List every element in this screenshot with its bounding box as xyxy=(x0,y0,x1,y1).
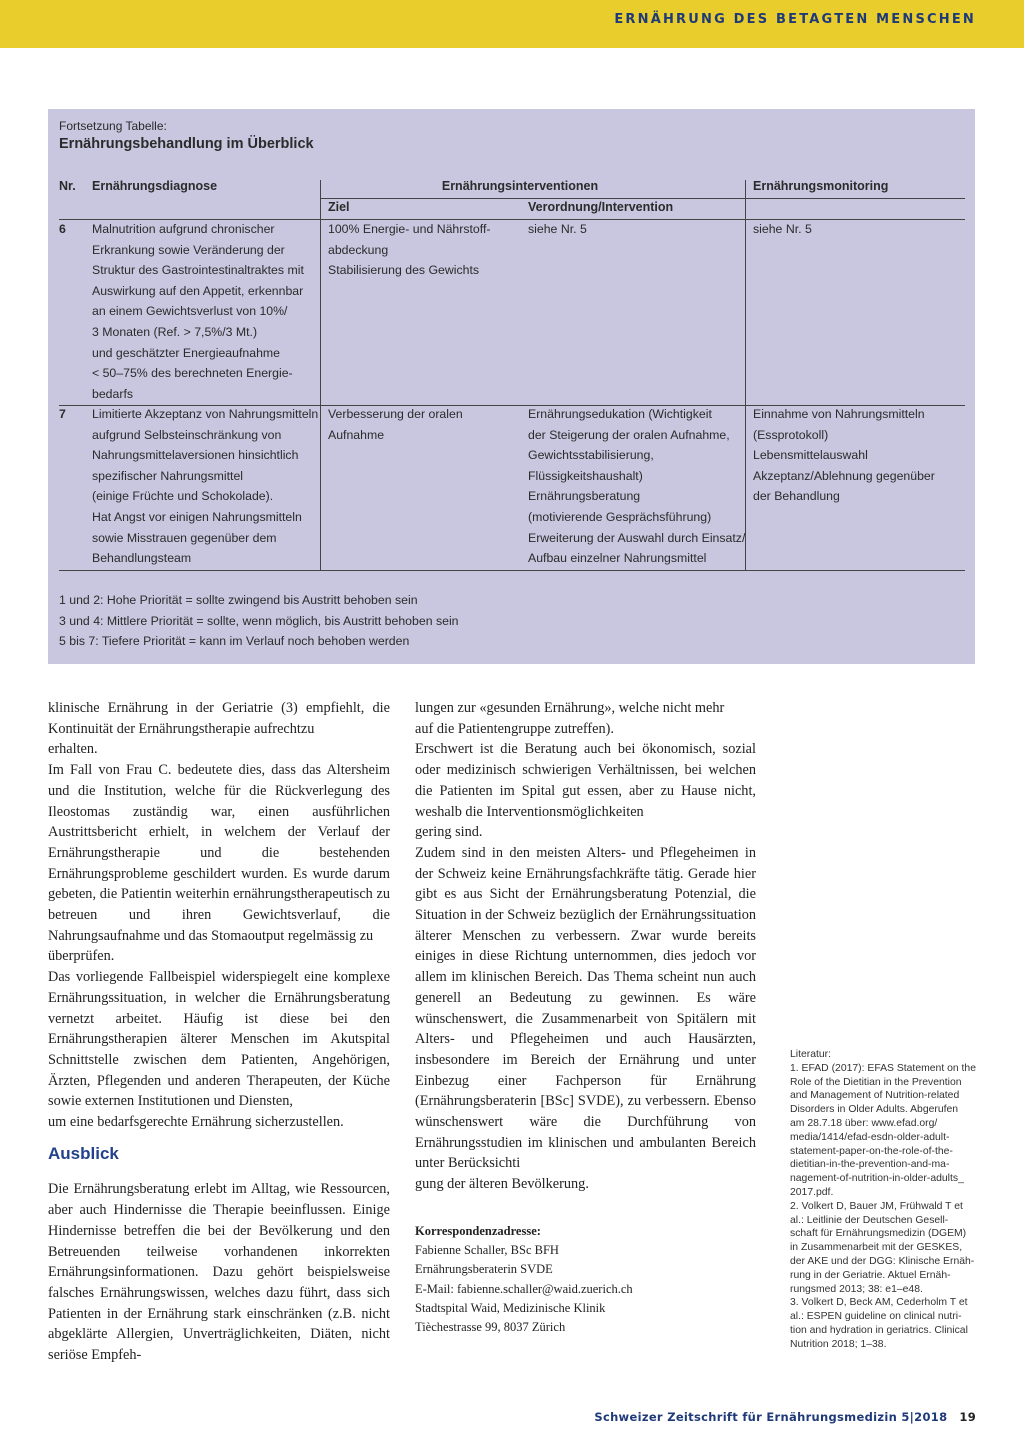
row-diagnose: Malnutrition aufgrund chronischer Erkrankung sowie Veränderung der Struktur des Gastrointestinaltraktes mit Auswirkung auf den Appetit, erkennbar an einem Gewichtsverlust von 10%/ 3 Monaten (Ref. > 7,5%/3 Mt.) und geschätzter Energieaufnahme < 50–75% des berechneten Energie- bedarfs xyxy=(92,222,304,401)
literature-line: statement-paper-on-the-role-of-the- xyxy=(790,1145,953,1157)
col-header-verordnung: Verordnung/Intervention xyxy=(528,200,674,214)
paragraph: Das vorliegende Fallbeispiel widerspiegelt eine komplexe Ernährungssituation, in welcher die Ernährungsberatung vernetzt arbeitet. Häufig ist diese bei den Ernährungstherapien älterer Menschen im Akutspital Schnittstelle zwischen dem Patienten, Angehörigen, Ärzten, Pflegenden und anderen Therapeuten, der Küche sowie externen Institutionen und Diensten, xyxy=(48,969,390,1110)
literature-line: in Zusammenarbeit mit der GESKES, xyxy=(790,1242,963,1254)
column-divider xyxy=(320,180,321,570)
table-bottom-rule xyxy=(59,570,965,571)
paragraph-end: auf die Patientengruppe zutreffen). xyxy=(415,720,615,737)
literature-line: dietitian-in-the-prevention-and-ma- xyxy=(790,1159,950,1171)
journal-name: Schweizer Zeitschrift für Ernährungsmedizin 5|2018 xyxy=(594,1410,948,1424)
contact-line: Stadtspital Waid, Medizinische Klinik xyxy=(415,1300,606,1315)
body-column-middle xyxy=(415,698,756,1195)
literature-line: Role of the Dietitian in the Prevention xyxy=(790,1076,962,1088)
page-number: 19 xyxy=(959,1410,976,1424)
row-ziel: Verbesserung der oralen Aufnahme xyxy=(328,407,463,442)
paragraph: Im Fall von Frau C. bedeutete dies, dass das Altersheim und die Institution, welche für die Rückverlegung des Ileostomas zuständig war, einen ausführlichen Austrittsbericht erhielt, in welchem der Verlauf der Ernährungstherapie und die bestehenden Ernährungsprobleme geschildert wurden. Es wurde darum gebeten, die Patientin weiterhin ernährungstherapeutisch zu betreuen und ihren Gewichtsverlauf, die Nahrungsaufnahme und das Stomaoutput regelmässig zu xyxy=(48,762,390,944)
literature-line: 2. Volkert D, Bauer JM, Frühwald T et xyxy=(790,1200,963,1212)
literature-line: and Management of Nutrition-related xyxy=(790,1090,960,1102)
contact-email[interactable]: E-Mail: fabienne.schaller@waid.zuerich.ch xyxy=(415,1281,633,1296)
col-header-ziel: Ziel xyxy=(328,200,350,214)
col-header-diagnose: Ernährungsdiagnose xyxy=(92,179,218,193)
row-diagnose: Limitierte Akzeptanz von Nahrungsmitteln aufgrund Selbsteinschränkung von Nahrungsmittelaversionen hinsichtlich spezifischer Nahrungsmittel (einige Früchte und Schokolade). Hat Angst vor einigen Nahrungsmitteln sowie Misstrauen gegenüber dem Behandlungsteam xyxy=(92,407,319,566)
paragraph: Zudem sind in den meisten Alters- und Pflegeheimen in der Schweiz keine Ernährungsfachkräfte tätig. Gerade hier gibt es aus Sicht der Ernährungsberatung Potenzial, die Situation in der Schweiz bezüglich der Ernährungssituation älterer Menschen zu verbessern. Zwar wurde bereits einiges in diese Richtung unternommen, dies jedoch vor allem im klinischen Bereich. Das Thema scheint nun auch generell an Bedeutung zu gewinnen. Es wäre wünschenswert, die Zusammenarbeit von Spitälern mit Alters- und Pflegeheimen und auch Hausärzten, insbesondere im Bereich der Ernährung und unter Einbezug einer Fachperson für Ernährung (Ernährungsberaterin [BSc] SVDE), zu verbessern. Ebenso wünschenswert wäre die Durchführung von Ernährungsstudien im klinischen und ambulanten Bereich unter Berücksichti xyxy=(415,844,756,1172)
paragraph-end: um eine bedarfsgerechte Ernährung sicherzustellen. xyxy=(48,1114,344,1131)
header-divider xyxy=(320,198,965,199)
literature-line: media/1414/efad-esdn-older-adult- xyxy=(790,1131,950,1143)
contact-line: Ernährungsberaterin SVDE xyxy=(415,1262,553,1277)
page-footer xyxy=(594,1410,976,1424)
paragraph: lungen zur «gesunden Ernährung», welche nicht mehr xyxy=(415,700,725,716)
nutrition-table xyxy=(48,109,975,664)
literature-line: am 28.7.18 über: www.efad.org/ xyxy=(790,1117,938,1129)
contact-block xyxy=(415,1222,633,1337)
row-nr: 6 xyxy=(59,222,66,236)
paragraph: Die Ernährungsberatung erlebt im Alltag, wie Ressourcen, aber auch Hindernisse die Therapie beeinflussen. Einige Hindernisse betreffen die bei der Bevölkerung und den Betreuenden teilweise vorhandenen inkorrekten Ernährungsinformationen. Dazu gehört beispielsweise falsches Ernährungswissen, welches dazu führt, dass sich Patienten in der Ernährung stark einschränken (z.B. nicht abgeklärte Allergien, Unverträglichkeiten, Diäten, nicht seriöse Empfeh- xyxy=(48,1181,390,1364)
literature-line: der AKE und der DGG: Klinische Ernäh- xyxy=(790,1255,975,1267)
literature-heading: Literatur: xyxy=(790,1049,832,1060)
literature-line: nagement-of-nutrition-in-older-adults_ xyxy=(790,1173,964,1185)
section-title: ERNÄHRUNG DES BETAGTEN MENSCHEN xyxy=(614,12,976,27)
literature-line: tion and hydration in geriatrics. Clinical xyxy=(790,1324,968,1336)
table-title: Ernährungsbehandlung im Überblick xyxy=(59,136,314,152)
col-header-interventionen: Ernährungsinterventionen xyxy=(441,179,599,193)
paragraph: Erschwert ist die Beratung auch bei ökonomisch, sozial oder medizinisch schwierigen Verhältnissen, bei welchen die Patienten im Spital gut essen, aber zu Hause nicht, weshalb die Interventionsmöglichkeiten xyxy=(415,741,756,820)
priority-note: 1 und 2: Hohe Priorität = sollte zwingend bis Austritt behoben sein xyxy=(59,593,418,607)
row-ziel: 100% Energie- und Nährstoff- abdeckung Stabilisierung des Gewichts xyxy=(328,222,491,278)
header-band xyxy=(0,0,1024,48)
row-monitoring: Einnahme von Nahrungsmitteln (Essprotokoll) Lebensmittelauswahl Akzeptanz/Ablehnung gegenüber der Behandlung xyxy=(753,407,935,504)
section-heading: Ausblick xyxy=(48,1143,119,1163)
literature-line: 3. Volkert D, Beck AM, Cederholm T et xyxy=(790,1297,968,1309)
literature-line: al.: ESPEN guideline on clinical nutri- xyxy=(790,1311,962,1323)
literature-line: 2017.pdf. xyxy=(790,1186,834,1198)
paragraph-end: gering sind. xyxy=(415,824,483,841)
literature-line: Nutrition 2018; 1–38. xyxy=(790,1338,887,1350)
literature-line: schaft für Ernährungsmedizin (DGEM) xyxy=(790,1228,967,1240)
body-column-left xyxy=(48,698,390,1366)
paragraph: klinische Ernährung in der Geriatrie (3) empfiehlt, die Kontinuität der Ernährungstherapie aufrechtzu xyxy=(48,700,390,737)
col-header-nr: Nr. xyxy=(59,179,76,193)
literature-line: Disorders in Older Adults. Abgerufen xyxy=(790,1104,959,1116)
priority-note: 5 bis 7: Tiefere Priorität = kann im Verlauf noch behoben werden xyxy=(59,634,410,648)
row-monitoring: siehe Nr. 5 xyxy=(753,222,812,236)
row-nr: 7 xyxy=(59,407,66,421)
contact-line: Tièchestrasse 99, 8037 Zürich xyxy=(415,1320,566,1335)
literature-line: 1. EFAD (2017): EFAS Statement on the xyxy=(790,1062,976,1074)
paragraph-end: überprüfen. xyxy=(48,948,115,965)
row-verordnung: Ernährungsedukation (Wichtigkeit der Steigerung der oralen Aufnahme, Gewichtsstabilisierung, Flüssigkeitshaushalt) Ernährungsberatung (motivierende Gesprächsführung) Erweiterung der Auswahl durch Einsatz/ Aufbau einzelner Nahrungsmittel xyxy=(528,407,746,566)
table-subtitle: Fortsetzung Tabelle: xyxy=(59,119,167,133)
paragraph-end: gung der älteren Bevölkerung. xyxy=(415,1176,589,1193)
contact-heading: Korrespondenzadresse: xyxy=(415,1224,541,1238)
literature-list xyxy=(790,1048,980,1352)
paragraph-end: erhalten. xyxy=(48,741,98,758)
literature-line: rung in der Geriatrie. Aktuel Ernäh- xyxy=(790,1269,951,1281)
col-header-monitoring: Ernährungsmonitoring xyxy=(753,179,889,193)
priority-note: 3 und 4: Mittlere Priorität = sollte, wenn möglich, bis Austritt behoben sein xyxy=(59,614,459,628)
literature-line: al.: Leitlinie der Deutschen Gesell- xyxy=(790,1214,949,1226)
literature-line: rungsmed 2013; 38: e1–e48. xyxy=(790,1283,923,1295)
row-verordnung: siehe Nr. 5 xyxy=(528,222,587,236)
contact-line: Fabienne Schaller, BSc BFH xyxy=(415,1243,559,1258)
